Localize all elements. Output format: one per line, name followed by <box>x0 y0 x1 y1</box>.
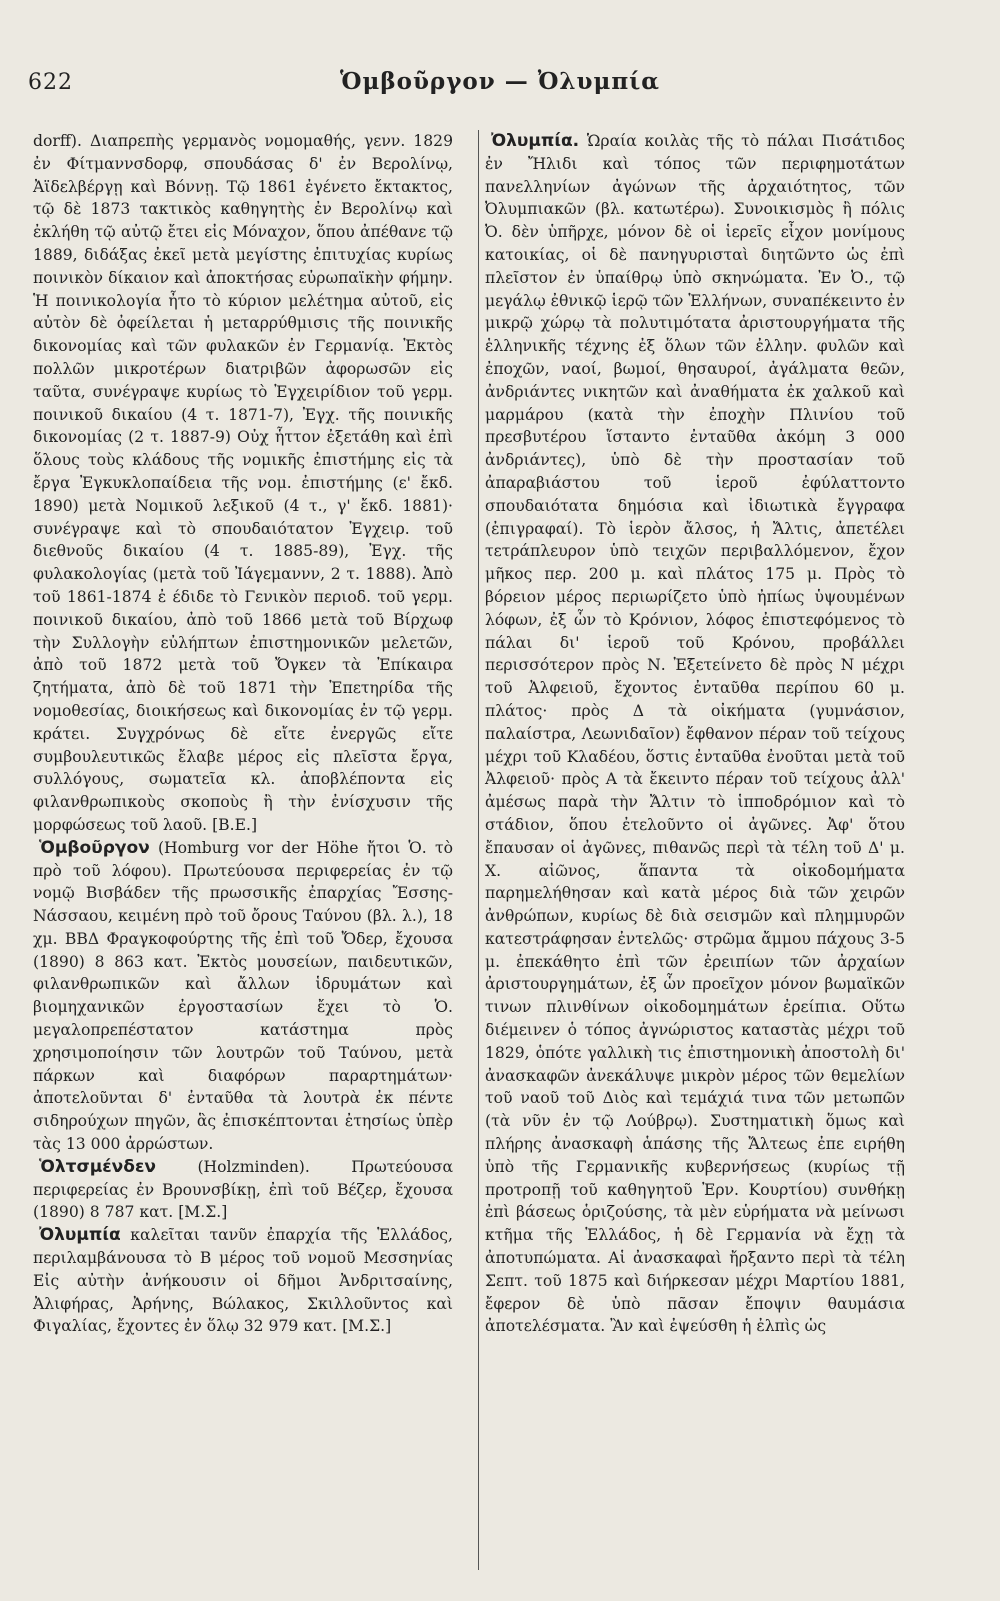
entry-text: (Holzminden). Πρωτεύουσα περιφερείας ἐν Βρουνσβίκῃ, ἐπὶ τοῦ Βέζερ, ἔχουσα (1890) 8 787 κατ. [Μ.Σ.] <box>33 1157 453 1222</box>
entry-olympia <box>485 130 905 1338</box>
entry-text: Ὡραία κοιλὰς τῆς τὸ πάλαι Πισάτιδος ἐν Ἤλιδι καὶ τόπος τῶν περιφημοτάτων πανελληνίων ἀγώνων τῆς ἀρχαιότητος, τῶν Ὀλυμπιακῶν (βλ. κατωτέρω). Συνοικισμὸς ἢ πόλις Ὀ. δὲν ὑπῆρχε, μόνον δὲ οἱ ἱερεῖς εἶχον μονίμους κατοικίας, οἱ δὲ πανηγυρισταὶ διητῶντο ὡς ἐπὶ πλεῖστον ἐν ὑπαίθρῳ ὑπὸ σκηνώματα. Ἐν Ὀ., τῷ μεγάλῳ ἐθνικῷ ἱερῷ τῶν Ἑλλήνων, συναπέκειντο ἐν μικρῷ χώρῳ τὰ πολυτιμότατα ἀριστουργήματα τῆς ἑλληνικῆς τέχνης ἐξ ὅλων τῶν ἐλλην. φυλῶν καὶ ἐποχῶν, ναοί, βωμοί, θησαυροί, ἀγάλματα θεῶν, ἀνδριάντες νικητῶν καὶ ἀναθήματα ἐκ χαλκοῦ καὶ μαρμάρου (κατὰ τὴν ἐποχὴν Πλινίου τοῦ πρεσβυτέρου ἵσταντο ἐνταῦθα ἀκόμη 3 000 ἀνδριάντες), ὑπὸ δὲ τὴν προστασίαν τοῦ ἀπαραβιάστου τοῦ ἱεροῦ ἐφύλαττοντο σπουδαιότατα δημόσια καὶ ἰδιωτικὰ ἔγγραφα (ἐπιγραφαί). Τὸ ἱερὸν ἄλσος, ἡ Ἄλτις, ἀπετέλει τετράπλευρον ὑπὸ τειχῶν περιβαλλόμενον, ἔχον μῆκος περ. 200 μ. καὶ πλάτος 175 μ. Πρὸς τὸ βόρειον μέρος περιωρίζετο ὑπὸ ἠπίως ὑψουμένων λόφων, ἐξ ὧν τὸ Κρόνιον, λόφος ἐπιστεφόμενος τὸ πάλαι δι' ἱεροῦ τοῦ Κρόνου, προβάλλει περισσότερον πρὸς Ν. Ἐξετείνετο δὲ πρὸς Ν μέχρι τοῦ Ἀλφειοῦ, ἔχοντος ἐνταῦθα περίπου 60 μ. πλάτος· πρὸς Δ τὰ οἰκήματα (γυμνάσιον, παλαίστρα, Λεωνιδαῖον) ἔφθανον πέραν τοῦ τείχους μέχρι τοῦ Κλαδέου, ὅστις ἐνταῦθα ἐνοῦται μετὰ τοῦ Ἀλφειοῦ· πρὸς Α τὰ ἔκειντο πέραν τοῦ τείχους ἀλλ' ἀμέσως παρὰ τὴν Ἄλτιν τὸ ἱπποδρόμιον καὶ τὸ στάδιον, ὅπου ἐτελοῦντο οἱ ἀγῶνες. Ἀφ' ὅτου ἔπαυσαν οἱ ἀγῶνες, πιθανῶς περὶ τὰ τέλη τοῦ Δ' μ. Χ. αἰῶνος, ἅπαντα τὰ οἰκοδομήματα παρημελήθησαν καὶ κατὰ μέρος διὰ τῶν χειρῶν ἀνθρώπων, κυρίως δὲ διὰ σεισμῶν καὶ πλημμυρῶν κατεστράφησαν ἐντελῶς· στρῶμα ἄμμου πάχους 3-5 μ. ἐπεκάθητο ἐπὶ τῶν ἐρειπίων τῶν ἀρχαίων ἀριστουργημάτων, ἐξ ὧν προεῖχον μόνον βωμαϊκῶν τινων πλινθίνων οἰκοδομημάτων ἐρείπια. Οὕτω διέμεινεν ὁ τόπος ἀγνώριστος καταστὰς μέχρι τοῦ 1829, ὁπότε γαλλικὴ τις ἐπιστημονικὴ ἀποστολὴ δι' ἀνασκαφῶν ἀνεκάλυψε μικρὸν μέρος τῶν θεμελίων τοῦ ναοῦ τοῦ Διὸς καὶ τεμάχιά τινα τῶν μετωπῶν (τὰ νῦν ἐν τῷ Λούβρῳ). Συστηματικὴ ὅμως καὶ πλήρης ἀνασκαφὴ ἁπάσης τῆς Ἄλτεως ἐπε ειρήθη ὑπὸ τῆς Γερμανικῆς κυβερνήσεως (κυρίως τῇ προτροπῇ τοῦ καθηγητοῦ Ἐρν. Κουρτίου) συνθήκῃ ἐπὶ βάσεως ὁριζούσης, τὰ μὲν εὑρήματα νὰ μείνωσι κτῆμα τῆς Ἑλλάδος, ἡ δὲ Γερμανία νὰ ἔχῃ τὰ ἀποτυπώματα. Αἱ ἀνασκαφαὶ ἤρξαντο περὶ τὰ τέλη Σεπτ. τοῦ 1875 καὶ διήρκεσαν μέχρι Μαρτίου 1881, ἔφερον δὲ ὑπὸ πᾶσαν ἔποψιν θαυμάσια ἀποτελέσματα. Ἂν καὶ ἐψεύσθη ἡ ἐλπὶς ὡς <box>485 132 905 1336</box>
entry-headword: Ὀλυμπία <box>39 1225 121 1246</box>
entry-text: καλεῖται τανῦν ἐπαρχία τῆς Ἑλλάδος, περιλαμβάνουσα τὸ Β μέρος τοῦ νομοῦ Μεσσηνίας Εἰς αὐτὴν ἀνήκουσιν οἱ δῆμοι Ἀνδριτσαίνης, Ἀλιφήρας, Ἀρήνης, Βώλακος, Σκιλλοῦντος καὶ Φιγαλίας, ἔχοντες ἐν ὅλῳ 32 979 κατ. [Μ.Σ.] <box>33 1226 453 1336</box>
entry-headword: Ὀλυμπία. <box>491 131 580 151</box>
page-number: 622 <box>28 70 73 95</box>
entry-headword: Ὁμβοῦργον <box>39 837 150 858</box>
entry-headword: Ὁλτσμένδεν <box>39 1156 156 1177</box>
left-column <box>33 130 453 1338</box>
continued-entry: dorff). Διαπρεπὴς γερμανὸς νομομαθής, γενν. 1829 ἐν Φίτμαννσδορφ, σπουδάσας δ' ἐν Βερολίνῳ, Ἀϊδελβέργῃ καὶ Βόννῃ. Τῷ 1861 ἐγένετο ἔκτακτος, τῷ δὲ 1873 τακτικὸς καθηγητὴς ἐν Βερολίνῳ καὶ ἐκλήθη τῷ αὐτῷ ἔτει εἰς Μόναχον, ὅπου ἀπέθανε τῷ 1889, διδάξας ἐκεῖ μετὰ μεγίστης ἐπιτυχίας κυρίως ποινικὸν δίκαιον καὶ ἀποκτήσας εὐρωπαϊκὴν φήμην. Ἡ ποινικολογία ἦτο τὸ κύριον μελέτημα αὐτοῦ, εἰς αὐτὸν δὲ ὀφείλεται ἡ μεταρρύθμισις τῆς ποινικῆς δικονομίας καὶ τῶν φυλακῶν ἐν Γερμανίᾳ. Ἐκτὸς πολλῶν μικροτέρων διατριβῶν ἀφορωσῶν εἰς ταῦτα, συνέγραψε κυρίως τὸ Ἐγχειρίδιον τοῦ γερμ. ποινικοῦ δικαίου (4 τ. 1871-7), Ἐγχ. τῆς ποινικῆς δικονομίας (2 τ. 1887-9) Οὐχ ἧττον ἐξετάθη καὶ ἐπὶ ὅλους τοὺς κλάδους τῆς νομικῆς ἐπιστήμης εἰς τὰ ἔργα Ἐγκυκλοπαίδεια τῆς νομ. ἐπιστήμης (ε' ἔκδ. 1890) μετὰ Νομικοῦ λεξικοῦ (4 τ., γ' ἔκδ. 1881)· συνέγραψε καὶ τὸ σπουδαιότατον Ἐγχειρ. τοῦ διεθνοῦς δικαίου (4 τ. 1885-89), Ἐγχ. τῆς φυλακολογίας (μετὰ τοῦ Ἰάγεμαννν, 2 τ. 1888). Ἀπὸ τοῦ 1861-1874 ἐ έδιδε τὸ Γενικὸν περιοδ. τοῦ γερμ. ποινικοῦ δικαίου, ἀπὸ τοῦ 1866 μετὰ τοῦ Βίρχωφ τὴν Συλλογὴν εὐλήπτων ἐπιστημονικῶν μελετῶν, ἀπὸ τοῦ 1872 μετὰ τοῦ Ὄγκεν τὰ Ἐπίκαιρα ζητήματα, ἀπὸ δὲ τοῦ 1871 τὴν Ἐπετηρίδα τῆς νομοθεσίας, διοικήσεως καὶ δικονομίας ἐν τῷ γερμ. κράτει. Συγχρόνως δὲ εἴτε ἐνεργῶς εἴτε συμβουλευτικῶς ἔλαβε μέρος εἰς πλεῖστα ἔργα, συλλόγους, σωματεῖα κλ. ἀποβλέποντα εἰς φιλανθρωπικοὺς σκοποὺς ἢ τὴν ἐνίσχυσιν τῆς μορφώσεως τοῦ λαοῦ. [Β.Ε.] <box>33 132 453 834</box>
running-title: Ὁμβοῦργον — Ὀλυμπία <box>340 68 660 95</box>
entry-olympia-province <box>33 1224 453 1338</box>
right-column <box>485 130 905 1338</box>
entry-holzminden <box>33 1156 453 1224</box>
page-header <box>28 68 972 108</box>
column-divider <box>478 130 479 1570</box>
entry-text: (Homburg vor der Höhe ἤτοι Ὁ. τὸ πρὸ τοῦ λόφου). Πρωτεύουσα περιφερείας ἐν τῷ νομῷ Βισβάδεν τῆς πρωσσικῆς ἐπαρχίας Ἔσσης-Νάσσαου, κειμένη πρὸ τοῦ ὄρους Ταύνου (βλ. λ.), 18 χμ. ΒΒΔ Φραγκοφούρτης τῆς ἐπὶ τοῦ Ὄδερ, ἔχουσα (1890) 8 863 κατ. Ἐκτὸς μουσείων, παιδευτικῶν, φιλανθρωπικῶν καὶ ἄλλων ἱδρυμάτων καὶ βιομηχανικῶν ἐργοστασίων ἔχει τὸ Ὁ. μεγαλοπρεπέστατον κατάστημα πρὸς χρησιμοποίησιν τῶν λουτρῶν τοῦ Ταύνου, μετὰ πάρκων καὶ διαφόρων παραρτημάτων· ἀποτελοῦνται δ' ἐνταῦθα τὰ λουτρὰ ἐκ πέντε σιδηρούχων πηγῶν, ἃς ἐπισκέπτονται ἐτησίως ὑπὲρ τὰς 13 000 ἀρρώστων. <box>33 838 453 1154</box>
entry-homburg <box>33 837 453 1156</box>
